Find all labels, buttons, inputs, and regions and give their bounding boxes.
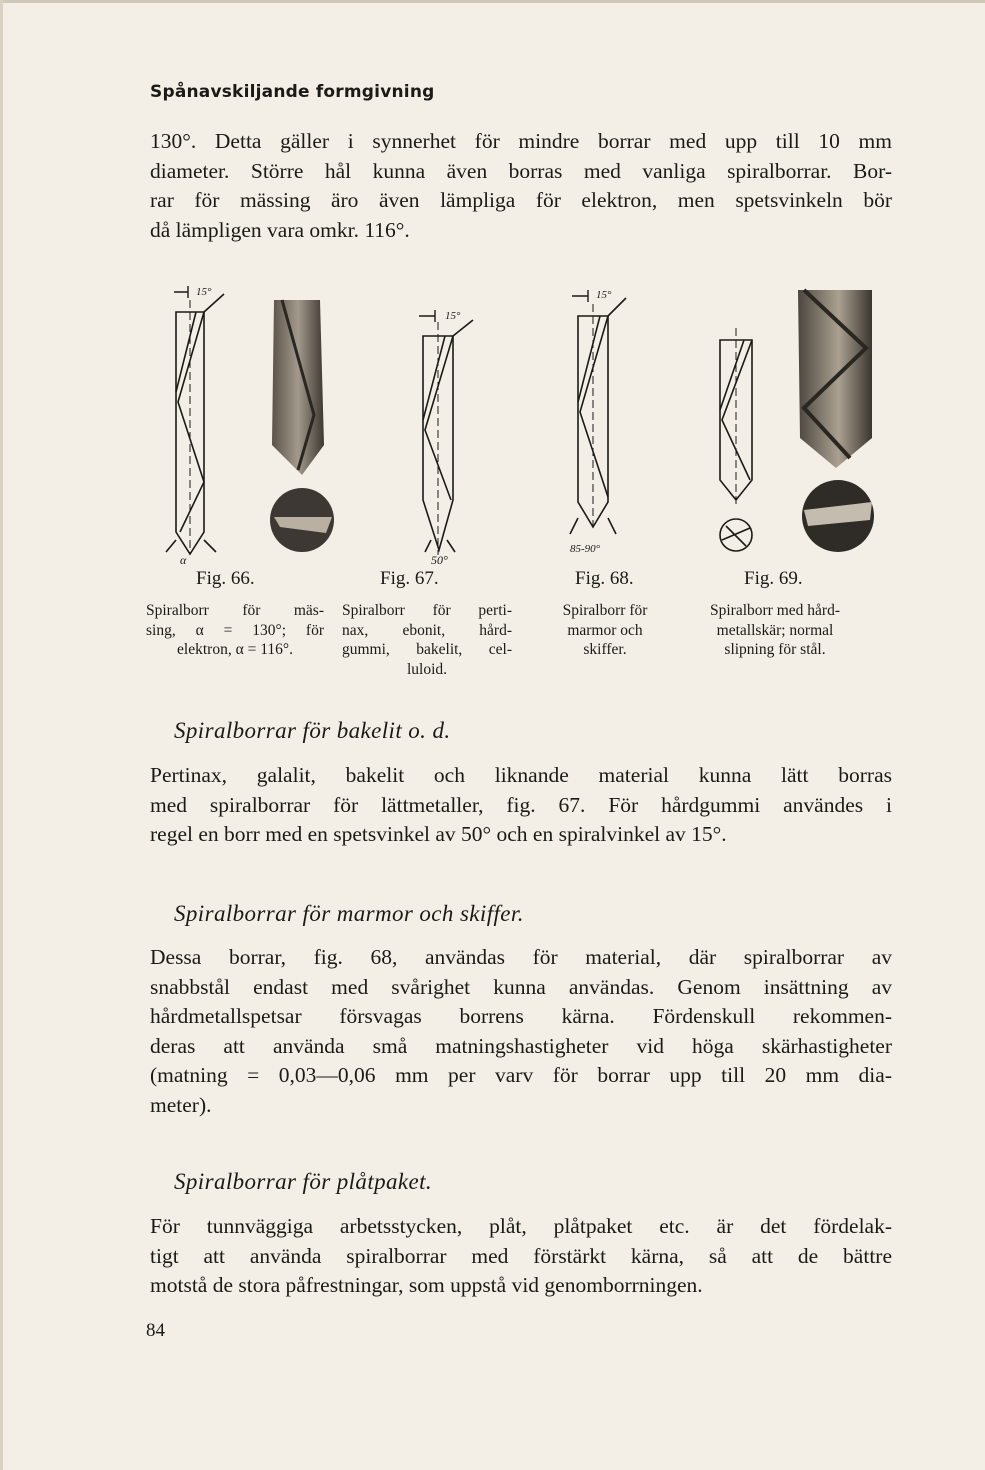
text-line: tigt att använda spiralborrar med förstärkt kärna, så att de bättre: [150, 1243, 892, 1268]
figure-66-photo: [252, 295, 342, 560]
text-line: Dessa borrar, fig. 68, användas för material, där spiralborrar av: [150, 945, 892, 969]
intro-paragraph: [150, 127, 892, 245]
text-line: 130°. Detta gäller i synnerhet för mindre borrar med upp till 10 mm: [150, 129, 892, 153]
caption-line: marmor och: [567, 621, 643, 639]
spiral-angle-label: 15°: [596, 289, 612, 301]
caption-line: Spiralborr med hård-: [710, 602, 840, 619]
drill-line-drawing: [405, 300, 485, 570]
figure-68-drawing: [560, 282, 640, 562]
section-paragraph: [150, 761, 892, 850]
figure-69-drawing: [706, 320, 766, 560]
page-edge-top: [0, 0, 985, 3]
caption-line: nax, ebonit, hård-: [342, 621, 512, 639]
section-paragraph: [150, 943, 892, 1120]
caption-line: elektron, α = 116°.: [177, 641, 293, 658]
page-number: 84: [146, 1320, 165, 1341]
drill-photo: [252, 295, 342, 560]
text-line: med spiralborrar för lättmetaller, fig. 67. För hårdgummi användes i: [150, 792, 892, 817]
section-heading: Spiralborrar för bakelit o. d.: [174, 718, 451, 743]
drill-line-drawing: [560, 282, 640, 562]
drill-photo: [790, 288, 880, 558]
figure-66-label: Fig. 66.: [196, 568, 255, 589]
drill-line-drawing: [706, 320, 766, 560]
figure-66-caption: [146, 601, 324, 660]
caption-line: skiffer.: [583, 641, 627, 658]
figure-67-drawing: [405, 300, 485, 570]
text-line: Pertinax, galalit, bakelit och liknande material kunna lätt borras: [150, 763, 892, 787]
point-angle-label: 50°: [431, 553, 448, 567]
spiral-angle-label: 15°: [196, 286, 212, 298]
spiral-angle-label: 15°: [445, 310, 461, 322]
caption-line: sing, α = 130°; för: [146, 621, 324, 639]
caption-line: Spiralborr för perti-: [342, 602, 512, 619]
running-head: Spånavskiljande formgivning: [150, 82, 435, 102]
text-line: meter).: [150, 1092, 212, 1117]
drill-line-drawing: [160, 282, 240, 572]
text-line: då lämpligen vara omkr. 116°.: [150, 217, 410, 242]
section-heading: Spiralborrar för marmor och skiffer.: [174, 901, 524, 926]
caption-line: slipning för stål.: [724, 641, 826, 658]
text-line: För tunnväggiga arbetsstycken, plåt, plåtpaket etc. är det fördelak-: [150, 1214, 892, 1238]
figure-69-caption: [686, 601, 864, 660]
caption-line: Spiralborr för mäs-: [146, 602, 324, 619]
section-paragraph: [150, 1212, 892, 1301]
caption-line: Spiralborr för: [562, 602, 648, 619]
figure-68-label: Fig. 68.: [575, 568, 634, 589]
figure-68-caption: [540, 601, 670, 660]
figure-69-label: Fig. 69.: [744, 568, 803, 589]
caption-line: gummi, bakelit, cel-: [342, 641, 512, 658]
figure-67-caption: [342, 601, 512, 679]
point-angle-label: 85-90°: [570, 543, 601, 555]
section-heading: Spiralborrar för plåtpaket.: [174, 1169, 433, 1194]
figure-66-drawing: [160, 282, 240, 572]
text-line: deras att använda små matningshastigheter vid höga skärhastigheter: [150, 1033, 892, 1058]
page-edge-left: [0, 0, 3, 1470]
figure-67-label: Fig. 67.: [380, 568, 439, 589]
text-line: rar för mässing äro även lämpliga för elektron, men spetsvinkeln bör: [150, 188, 892, 212]
caption-line: luloid.: [406, 660, 448, 678]
text-line: (matning = 0,03—0,06 mm per varv för borrar upp till 20 mm dia-: [150, 1063, 892, 1087]
caption-line: metallskär; normal: [716, 621, 834, 639]
text-line: regel en borr med en spetsvinkel av 50° och en spiralvinkel av 15°.: [150, 822, 727, 846]
figure-69-photo: [790, 288, 880, 558]
text-line: diameter. Större hål kunna även borras med vanliga spiralborrar. Bor-: [150, 158, 892, 183]
text-line: hårdmetallspetsar försvagas borrens kärna. Fördenskull rekommen-: [150, 1004, 892, 1028]
point-angle-label: α: [180, 553, 187, 567]
text-line: snabbstål endast med svårighet kunna användas. Genom insättning av: [150, 974, 892, 999]
text-line: motstå de stora påfrestningar, som uppstå vid genomborrningen.: [150, 1273, 703, 1297]
